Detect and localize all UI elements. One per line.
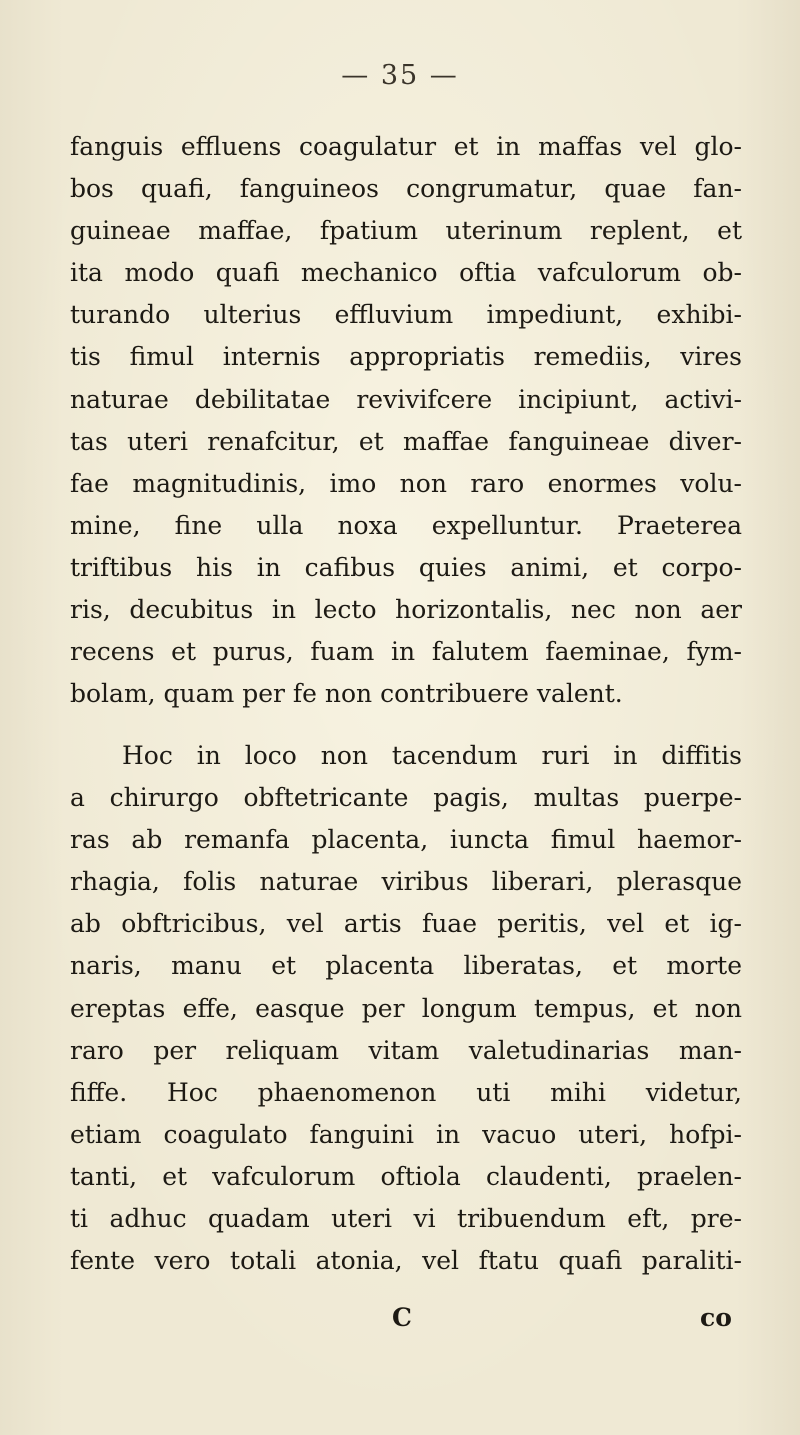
text-line: bos quafi, fanguineos congrumatur, quae fan- xyxy=(70,174,742,204)
text-line: fente vero totali atonia, vel ftatu quafi paraliti- xyxy=(70,1246,742,1276)
text-line: ereptas effe, easque per longum tempus, et non xyxy=(70,993,742,1023)
text-line: tas uteri renafcitur, et maffae fanguineae diver- xyxy=(70,426,742,456)
text-line: ras ab remanfa placenta, iuncta fimul haemor- xyxy=(70,825,742,855)
text-line: tanti, et vafculorum oftiola claudenti, praelen- xyxy=(70,1161,742,1191)
text-line: mine, fine ulla noxa expelluntur. Praeterea xyxy=(70,510,742,540)
paragraph-2 xyxy=(70,735,742,1282)
text-line: recens et purus, fuam in falutem faeminae, fym- xyxy=(70,637,742,667)
text-line: tis fimul internis appropriatis remediis, vires xyxy=(70,342,742,372)
text-line: fanguis effluens coagulatur et in maffas vel glo- xyxy=(70,132,742,161)
text-line: Hoc in loco non tacendum ruri in diffitis xyxy=(122,741,742,770)
text-line: raro per reliquam vitam valetudinarias man- xyxy=(70,1035,742,1065)
text-line: naris, manu et placenta liberatas, et morte xyxy=(70,951,742,981)
text-line: naturae debilitatae revivifcere incipiunt, activi- xyxy=(70,384,742,414)
page-number: — 35 — xyxy=(341,60,459,91)
text-line: ita modo quafi mechanico oftia vafculorum ob- xyxy=(70,258,742,288)
paragraph-1 xyxy=(70,126,742,715)
text-line: ti adhuc quadam uteri vi tribuendum eft, pre- xyxy=(70,1204,742,1234)
text-line: bolam, quam per fe non contribuere valent. xyxy=(70,679,623,709)
text-line: ab obftricibus, vel artis fuae peritis, vel et ig- xyxy=(70,909,742,939)
text-line: fae magnitudinis, imo non raro enormes volu- xyxy=(70,468,742,498)
page-footer xyxy=(0,1303,800,1343)
text-line: fiffe. Hoc phaenomenon uti mihi videtur, xyxy=(70,1077,742,1107)
text-line: triftibus his in cafibus quies animi, et corpo- xyxy=(70,552,742,582)
text-line: guineae maffae, fpatium uterinum replent, et xyxy=(70,216,742,246)
text-line: etiam coagulato fanguini in vacuo uteri, hofpi- xyxy=(70,1119,742,1149)
signature-mark: C xyxy=(392,1303,412,1332)
text-line: a chirurgo obftetricante pagis, multas puerpe- xyxy=(70,783,742,813)
text-line: rhagia, folis naturae viribus liberari, plerasque xyxy=(70,867,742,897)
catchword: co xyxy=(700,1303,732,1332)
text-line: turando ulterius effluvium impediunt, exhibi- xyxy=(70,300,742,330)
text-line: ris, decubitus in lecto horizontalis, nec non aer xyxy=(70,595,742,625)
